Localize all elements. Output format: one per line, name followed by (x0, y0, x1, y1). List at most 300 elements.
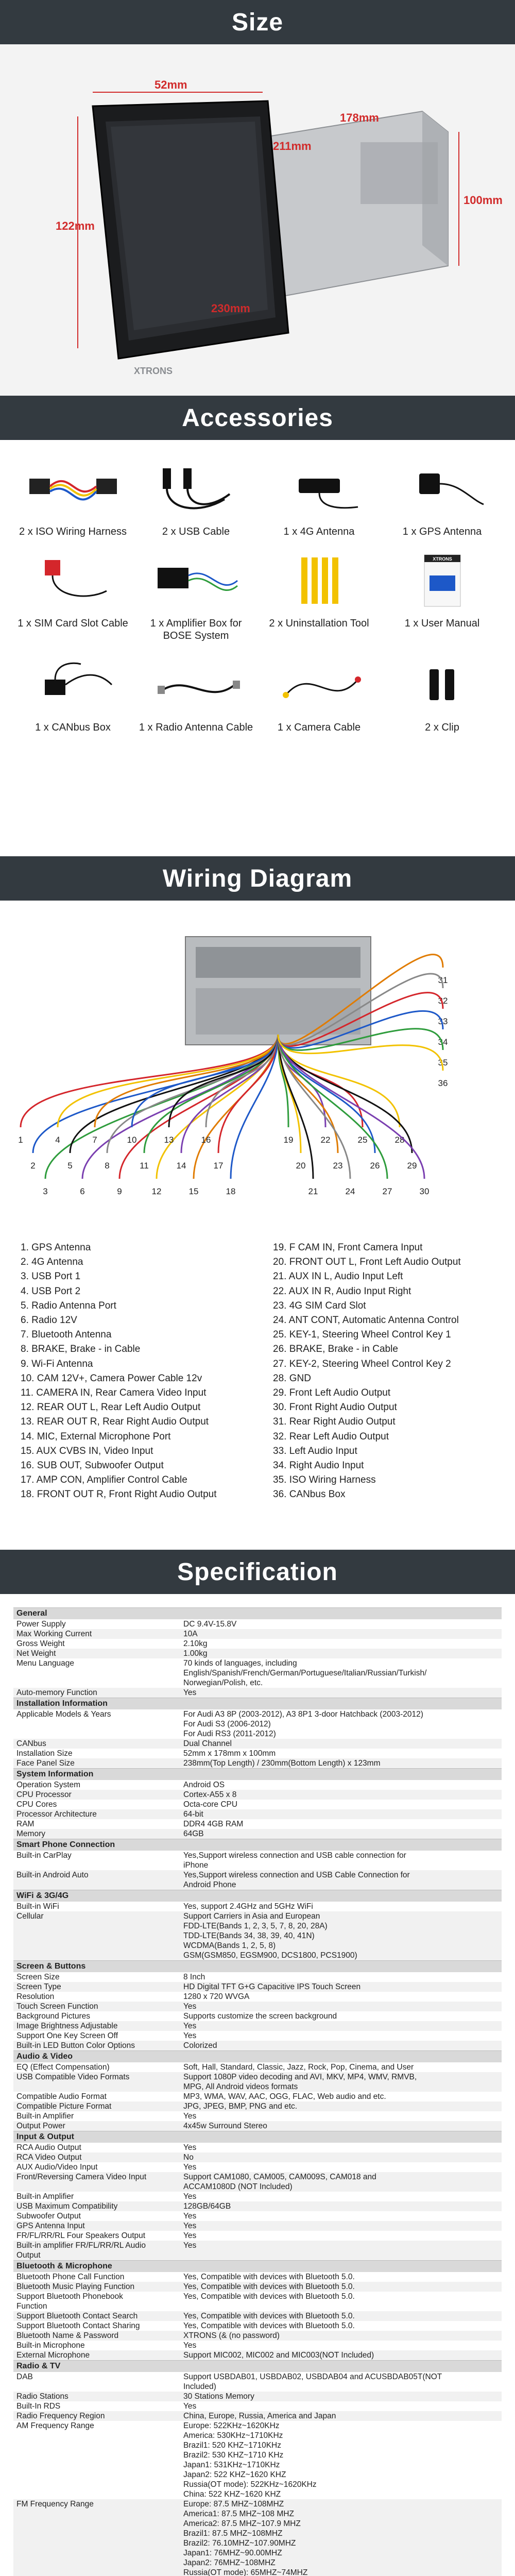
spec-table (13, 1607, 502, 2576)
spec-row (13, 1619, 502, 1629)
spec-row (13, 1972, 502, 1982)
wiring-callout-number: 30 (419, 1187, 430, 1196)
spec-row (13, 2401, 502, 2411)
spec-row (13, 1870, 502, 1890)
spec-value: MP3, WMA, WAV, AAC, OGG, FLAC, Web audio and etc. (183, 2092, 386, 2101)
spec-value: Support CAM1080, CAM005, CAM009S, CAM018 and ACCAM1080D (NOT Included) (183, 2173, 376, 2191)
wiring-legend-item: 22. AUX IN R, Audio Input Right (273, 1285, 411, 1297)
spec-key: Touch Screen Function (16, 2002, 98, 2011)
spec-row (13, 2241, 502, 2260)
spec-key: Built-in CarPlay (16, 1851, 72, 1860)
specification-banner (0, 1550, 515, 1594)
spec-group-title: Smart Phone Connection (13, 1839, 502, 1851)
spec-key: Built-in Amplifier (16, 2112, 74, 2121)
wiring-callout-number: 36 (438, 1078, 448, 1088)
spec-value: DDR4 4GB RAM (183, 1820, 244, 1828)
spec-value: 70 kinds of languages, including English/Spanish/French/German/Portuguese/Italian/Russian/Turkish/ Norwegian/Polish, etc. (183, 1659, 427, 1687)
accessory-label: 1 x GPS Antenna (402, 526, 482, 537)
accessory-label: 1 x User Manual (404, 618, 480, 629)
spec-row (13, 2121, 502, 2131)
wiring-callout-number: 16 (201, 1135, 211, 1145)
wiring-cable (70, 1035, 278, 1153)
gps-antenna-icon (391, 455, 494, 522)
spec-value: Yes,Support wireless connection and USB cable connection for iPhone (183, 1851, 406, 1870)
spec-key: RCA Video Output (16, 2153, 82, 2162)
wiring-callout-number: 35 (438, 1058, 448, 1067)
accessory-item (134, 651, 258, 734)
spec-value: For Audi A3 8P (2003-2012), A3 8P1 3-door Hatchback (2003-2012) For Audi S3 (2006-2012) For Audi RS3 (2011-2012) (183, 1710, 423, 1738)
spec-key: Built-in Microphone (16, 2341, 85, 2350)
spec-value: Support Carriers in Asia and European FDD-LTE(Bands 1, 2, 3, 5, 7, 8, 20, 28A) TDD-LTE(Bands 34, 38, 39, 40, 41N) WCDMA(Bands 1, 2, 5, 8) GSM(GSM850, EGSM900, DCS1800, PCS1900) (183, 1912, 357, 1960)
spec-row (13, 2350, 502, 2360)
spec-value: Octa-core CPU (183, 1800, 238, 1809)
wiring-callout-number: 5 (67, 1161, 73, 1171)
spec-key: Output Power (16, 2122, 65, 2130)
wiring-legend-item: 19. F CAM IN, Front Camera Input (273, 1242, 423, 1253)
spec-key: Cellular (16, 1912, 44, 1921)
spec-key: CPU Cores (16, 1800, 57, 1809)
dim-depth: 211mm (273, 140, 312, 152)
spec-value: DC 9.4V-15.8V (183, 1620, 237, 1629)
dim-top-width: 52mm (154, 78, 187, 91)
spec-key: DAB (16, 2372, 33, 2381)
spec-value: China, Europe, Russia, America and Japan (183, 2412, 336, 2420)
canbus-box-icon (22, 651, 125, 718)
accessories-banner (0, 396, 515, 440)
spec-row (13, 1758, 502, 1768)
spec-row (13, 2062, 502, 2072)
specification-section (0, 1594, 515, 2576)
wiring-callout-number: 17 (213, 1161, 224, 1171)
spec-key: Radio Stations (16, 2392, 68, 2401)
spec-value: JPG, JPEG, BMP, PNG and etc. (183, 2102, 298, 2111)
spec-value: 52mm x 178mm x 100mm (183, 1749, 276, 1758)
wiring-legend-item: 6. Radio 12V (21, 1315, 77, 1326)
spec-value: Support 1080P video decoding and AVI, MKV, MP4, WMV, RMVB, MPG, All Android videos formats (183, 2073, 417, 2091)
wiring-legend-item: 15. AUX CVBS IN, Video Input (21, 1445, 153, 1456)
wiring-callout-number: 4 (55, 1135, 60, 1145)
wiring-legend-item: 14. MIC, External Microphone Port (21, 1431, 171, 1442)
spec-key: Bluetooth Phone Call Function (16, 2273, 125, 2281)
wiring-legend-item: 23. 4G SIM Card Slot (273, 1300, 366, 1311)
spec-group-title: Bluetooth & Microphone (13, 2260, 502, 2272)
accessory-item (134, 547, 258, 642)
spec-value: Colorized (183, 2041, 217, 2050)
wiring-callout-number: 19 (283, 1135, 294, 1145)
wiring-legend-item: 18. FRONT OUT R, Front Right Audio Output (21, 1489, 217, 1500)
spec-row (13, 2392, 502, 2401)
wiring-legend-item: 13. REAR OUT R, Rear Right Audio Output (21, 1416, 209, 1428)
antenna-4g-icon (268, 455, 371, 522)
spec-value: HD Digital TFT G+G Capacitive IPS Touch Screen (183, 1982, 361, 1991)
spec-value: Dual Channel (183, 1739, 232, 1748)
spec-key: External Microphone (16, 2351, 90, 2360)
accessory-item (381, 547, 504, 642)
spec-row (13, 2201, 502, 2211)
spec-group-title: Screen & Buttons (13, 1960, 502, 1972)
wiring-legend-item: 31. Rear Right Audio Output (273, 1416, 396, 1428)
wiring-legend-item: 9. Wi-Fi Antenna (21, 1358, 93, 1369)
spec-row (13, 2341, 502, 2350)
spec-key: Screen Type (16, 1982, 61, 1991)
spec-value: 238mm(Top Length) / 230mm(Bottom Length) x 123mm (183, 1759, 381, 1768)
spec-key: Compatible Picture Format (16, 2102, 112, 2111)
accessory-item (381, 651, 504, 734)
spec-key: Front/Reversing Camera Video Input (16, 2173, 147, 2181)
accessories-title: Accessories (182, 404, 333, 432)
spec-row (13, 2002, 502, 2011)
wiring-legend-item: 34. Right Audio Input (273, 1460, 364, 1471)
accessories-grid (11, 455, 504, 734)
spec-row (13, 1911, 502, 1960)
wiring-callout-number: 29 (407, 1161, 417, 1171)
spec-row (13, 1688, 502, 1698)
spec-value: Yes (183, 2212, 197, 2221)
spec-key: Built-in Android Auto (16, 1871, 89, 1879)
spec-value: 128GB/64GB (183, 2202, 231, 2211)
spec-row (13, 1749, 502, 1758)
spec-value: Yes, Compatible with devices with Bluetooth 5.0. (183, 2282, 355, 2291)
spec-key: Compatible Audio Format (16, 2092, 107, 2101)
spec-key: EQ (Effect Compensation) (16, 2063, 110, 2072)
spec-group-title: Installation Information (13, 1698, 502, 1709)
spec-key: Support Bluetooth Contact Sharing (16, 2321, 140, 2330)
spec-key: GPS Antenna Input (16, 2222, 85, 2230)
amplifier-box-icon (145, 547, 248, 614)
accessory-item (258, 547, 381, 642)
spec-row (13, 2102, 502, 2111)
accessory-item (11, 651, 134, 734)
spec-value: Europe: 87.5 MHZ~108MHZ America1: 87.5 MHZ~108 MHZ America2: 87.5 MHZ~107.9 MHZ Brazil1: 87.5 MHZ~108MHZ Brazil2: 76.10MHZ~107.90MHZ Japan1: 76MHZ~90.00MHZ Japan2: 76MHZ~108MHZ Russia(OT mode): 65MHZ~74MHZ (183, 2500, 308, 2576)
wiring-callout-number: 10 (127, 1135, 137, 1145)
accessory-item (381, 455, 504, 538)
spec-key: Bluetooth Music Playing Function (16, 2282, 135, 2291)
spec-value: Yes, support 2.4GHz and 5GHz WiFi (183, 1902, 313, 1911)
spec-row (13, 1800, 502, 1809)
spec-key: Support Bluetooth Contact Search (16, 2312, 138, 2320)
sim-cable-icon (22, 547, 125, 614)
spec-row (13, 2499, 502, 2576)
wiring-legend-item: 4. USB Port 2 (21, 1285, 81, 1297)
wiring-legend-item: 33. Left Audio Input (273, 1445, 357, 1456)
spec-value: XTRONS (& (no password) (183, 2331, 280, 2340)
wiring-callout-number: 9 (117, 1187, 122, 1196)
spec-key: Installation Size (16, 1749, 73, 1758)
dim-height: 178mm (340, 111, 379, 124)
spec-row (13, 2072, 502, 2092)
wiring-callout-number: 15 (188, 1187, 199, 1196)
spec-value: Yes (183, 2231, 197, 2240)
spec-row (13, 2162, 502, 2172)
camera-cable-icon (268, 651, 371, 718)
wiring-legend-item: 2. 4G Antenna (21, 1257, 83, 1268)
wiring-callout-number: 13 (164, 1135, 174, 1145)
usb-cable-icon (145, 455, 248, 522)
wiring-legend-item: 26. BRAKE, Brake - in Cable (273, 1344, 398, 1355)
wiring-legend (21, 1241, 505, 1502)
spec-row (13, 1629, 502, 1639)
spec-value: Yes, Compatible with devices with Bluetooth 5.0. (183, 2273, 355, 2281)
spec-key: Applicable Models & Years (16, 1710, 111, 1719)
manual-brand: XTRONS (432, 556, 452, 562)
top-width-line (93, 92, 263, 93)
spec-key: Built-in WiFi (16, 1902, 59, 1911)
uninstall-tool-icon (268, 547, 371, 614)
spec-row (13, 2272, 502, 2282)
spec-key: Built-in amplifier FR/FL/RR/RL Audio Output (16, 2241, 146, 2260)
wiring-callout-number: 31 (438, 975, 448, 985)
spec-key: CANbus (16, 1739, 46, 1748)
wiring-callout-number: 23 (333, 1161, 343, 1171)
spec-value: Yes (183, 2222, 197, 2230)
clip-icon (391, 651, 494, 718)
spec-group-title: System Information (13, 1768, 502, 1780)
wiring-legend-left (21, 1241, 252, 1502)
spec-row (13, 2372, 502, 2392)
spec-group-title: Radio & TV (13, 2360, 502, 2372)
spec-value: 64GB (183, 1829, 204, 1838)
spec-key: Gross Weight (16, 1639, 65, 1648)
spec-key: FM Frequency Range (16, 2500, 94, 2509)
spec-value: Yes (183, 2022, 197, 2030)
spec-row (13, 1992, 502, 2002)
spec-row (13, 2011, 502, 2021)
spec-key: Max Working Current (16, 1630, 92, 1638)
accessory-item (11, 547, 134, 642)
spec-group-title: Input & Output (13, 2131, 502, 2143)
wiring-legend-item: 7. Bluetooth Antenna (21, 1329, 112, 1341)
spec-row (13, 2211, 502, 2221)
wiring-callout-number: 34 (438, 1037, 448, 1047)
wiring-callout-number: 11 (140, 1161, 149, 1171)
spec-key: Menu Language (16, 1659, 75, 1668)
spec-value: Yes (183, 2002, 197, 2011)
wiring-legend-item: 32. Rear Left Audio Output (273, 1431, 389, 1442)
wiring-legend-item: 20. FRONT OUT L, Front Left Audio Output (273, 1257, 461, 1268)
wiring-callout-number: 25 (357, 1135, 368, 1145)
spec-value: Yes (183, 2192, 197, 2201)
spec-value: Yes, Compatible with devices with Bluetooth 5.0. (183, 2321, 355, 2330)
spec-value: Yes (183, 2402, 197, 2411)
spec-value: 2.10kg (183, 1639, 208, 1648)
spec-value: Europe: 522KHz~1620KHz America: 530KHz~1710KHz Brazil1: 520 KHZ~1710KHz Brazil2: 530 KHZ~1710 KHz Japan1: 531KHz~1710KHz Japan2: 522 KHZ~1620 KHZ Russia(OT mode): 522KHz~1620KHz China: 522 KHZ~1620 KHZ (183, 2421, 317, 2499)
wiring-legend-item: 25. KEY-1, Steering Wheel Control Key 1 (273, 1329, 451, 1341)
spec-value: Android OS (183, 1781, 225, 1789)
spec-value: Cortex-A55 x 8 (183, 1790, 237, 1799)
wiring-callout-number: 14 (176, 1161, 186, 1171)
accessory-label: 1 x CANbus Box (35, 722, 111, 733)
spec-value: Yes (183, 2341, 197, 2350)
spec-value: Yes (183, 2163, 197, 2172)
wiring-legend-item: 35. ISO Wiring Harness (273, 1475, 376, 1486)
size-figure (0, 44, 515, 396)
spec-value: 30 Stations Memory (183, 2392, 254, 2401)
wiring-callout-number: 18 (226, 1187, 236, 1196)
wiring-callout-number: 12 (151, 1187, 162, 1196)
wiring-banner (0, 856, 515, 901)
spec-row (13, 1809, 502, 1819)
wiring-callout-number: 3 (43, 1187, 48, 1196)
spec-key: RCA Audio Output (16, 2143, 81, 2152)
spec-row (13, 2153, 502, 2162)
spec-row (13, 2092, 502, 2102)
spec-key: Bluetooth Name & Password (16, 2331, 119, 2340)
spec-value: No (183, 2153, 194, 2162)
wiring-legend-item: 17. AMP CON, Amplifier Control Cable (21, 1475, 187, 1486)
spec-key: Face Panel Size (16, 1759, 75, 1768)
spec-row (13, 2292, 502, 2311)
spec-value: 1280 x 720 WVGA (183, 1992, 250, 2001)
wiring-callout-number: 28 (394, 1135, 405, 1145)
spec-row (13, 2143, 502, 2153)
spec-value: Yes (183, 2112, 197, 2121)
spec-row (13, 1790, 502, 1800)
spec-value: Yes (183, 1688, 197, 1697)
spec-key: Image Brightness Adjustable (16, 2022, 118, 2030)
accessory-label: 2 x ISO Wiring Harness (19, 526, 127, 537)
spec-row (13, 1780, 502, 1790)
wiring-callout-number: 21 (308, 1187, 318, 1196)
spec-row (13, 2111, 502, 2121)
size-title: Size (231, 8, 284, 36)
wiring-legend-right (273, 1241, 505, 1502)
spec-key: Support Bluetooth Phonebook Function (16, 2292, 123, 2311)
wiring-legend-item: 5. Radio Antenna Port (21, 1300, 116, 1311)
wiring-cable (82, 1035, 278, 1179)
wiring-callout-number: 33 (438, 1016, 448, 1026)
wiring-legend-item: 24. ANT CONT, Automatic Antenna Control (273, 1315, 459, 1326)
spec-row (13, 2421, 502, 2499)
spec-value: Yes (183, 2143, 197, 2152)
spec-row (13, 2172, 502, 2192)
spec-key: Net Weight (16, 1649, 56, 1658)
spec-row (13, 2031, 502, 2041)
spec-key: Built-in Amplifier (16, 2192, 74, 2201)
spec-value: 1.00kg (183, 1649, 208, 1658)
spec-row (13, 2331, 502, 2341)
wiring-legend-item: 27. KEY-2, Steering Wheel Control Key 2 (273, 1358, 451, 1369)
spec-row (13, 2311, 502, 2321)
spec-group-title: General (13, 1607, 502, 1619)
spec-key: Screen Size (16, 1973, 60, 1981)
spec-key: Built-in LED Button Color Options (16, 2041, 135, 2050)
dim-side-height: 122mm (56, 219, 95, 232)
spec-value: Yes (183, 2031, 197, 2040)
wiring-callout-number: 22 (320, 1135, 331, 1145)
spec-key: Power Supply (16, 1620, 66, 1629)
dim-front-width: 230mm (211, 302, 250, 315)
wiring-callout-number: 27 (382, 1187, 392, 1196)
spec-group-title: Audio & Video (13, 2050, 502, 2062)
spec-key: RAM (16, 1820, 35, 1828)
spec-row (13, 1819, 502, 1829)
spec-key: CPU Processor (16, 1790, 72, 1799)
wiring-legend-item: 16. SUB OUT, Subwoofer Output (21, 1460, 164, 1471)
spec-row (13, 1982, 502, 1992)
wiring-legend-item: 28. GND (273, 1372, 311, 1384)
accessory-item (11, 455, 134, 538)
wiring-diagram-illustration (0, 901, 515, 1235)
spec-row (13, 2231, 502, 2241)
spec-row (13, 1902, 502, 1911)
spec-row (13, 2221, 502, 2231)
wiring-callout-number: 1 (18, 1135, 23, 1145)
accessory-label: 1 x 4G Antenna (283, 526, 355, 537)
accessory-label: 1 x Radio Antenna Cable (139, 722, 253, 733)
accessory-label: 1 x Amplifier Box for BOSE System (150, 618, 242, 641)
wiring-callout-number: 6 (80, 1187, 85, 1196)
spec-row (13, 1851, 502, 1870)
svg-text:XTRONS: XTRONS (134, 366, 173, 376)
spec-row (13, 2321, 502, 2331)
spec-key: Processor Architecture (16, 1810, 97, 1819)
spec-key: Built-In RDS (16, 2402, 61, 2411)
wiring-legend-item: 10. CAM 12V+, Camera Power Cable 12v (21, 1372, 202, 1384)
radio-antenna-icon (145, 651, 248, 718)
spec-key: Operation System (16, 1781, 81, 1789)
wiring-legend-item: 21. AUX IN L, Audio Input Left (273, 1271, 403, 1282)
spec-value: Support USBDAB01, USBDAB02, USBDAB04 and ACUSBDAB05T(NOT Included) (183, 2372, 442, 2391)
spec-key: USB Compatible Video Formats (16, 2073, 130, 2081)
wiring-title: Wiring Diagram (162, 865, 353, 892)
accessory-item (258, 455, 381, 538)
spec-row (13, 1639, 502, 1649)
wiring-harness-icon (22, 455, 125, 522)
side-line (458, 132, 459, 266)
spec-row (13, 1649, 502, 1658)
size-banner (0, 0, 515, 44)
spec-key: USB Maximum Compatibility (16, 2202, 118, 2211)
spec-row (13, 2411, 502, 2421)
spec-key: Subwoofer Output (16, 2212, 81, 2221)
wiring-legend-item: 8. BRAKE, Brake - in Cable (21, 1344, 141, 1355)
spec-value: 64-bit (183, 1810, 203, 1819)
wiring-callout-number: 24 (345, 1187, 355, 1196)
wiring-legend-item: 36. CANbus Box (273, 1489, 346, 1500)
spec-key: AUX Audio/Video Input (16, 2163, 98, 2172)
spec-value: Support MIC002, MIC002 and MIC003(NOT Included) (183, 2351, 374, 2360)
spec-key: Memory (16, 1829, 45, 1838)
wiring-callout-number: 32 (438, 996, 448, 1006)
spec-row (13, 2041, 502, 2050)
spec-row (13, 1739, 502, 1749)
spec-row (13, 1709, 502, 1739)
dim-side: 100mm (464, 194, 503, 207)
accessory-item (134, 455, 258, 538)
spec-value: Supports customize the screen background (183, 2012, 337, 2021)
spec-value: 8 Inch (183, 1973, 205, 1981)
spec-key: Support One Key Screen Off (16, 2031, 118, 2040)
spec-row (13, 2192, 502, 2201)
spec-value: 10A (183, 1630, 198, 1638)
spec-value: Yes,Support wireless connection and USB Cable Connection for Android Phone (183, 1871, 410, 1889)
wiring-legend-item: 29. Front Left Audio Output (273, 1387, 391, 1399)
wiring-callout-number: 8 (105, 1161, 110, 1171)
spec-row (13, 2282, 502, 2292)
spec-row (13, 1829, 502, 1839)
wiring-callout-number: 2 (30, 1161, 36, 1171)
accessories-section (0, 440, 515, 856)
wiring-callout-number: 7 (92, 1135, 97, 1145)
spec-key: AM Frequency Range (16, 2421, 94, 2430)
accessory-label: 1 x Camera Cable (277, 722, 361, 733)
accessory-label: 2 x Clip (425, 722, 459, 733)
spec-value: 4x45w Surround Stereo (183, 2122, 267, 2130)
accessory-label: 2 x USB Cable (162, 526, 230, 537)
spec-value: Yes, Compatible with devices with Bluetooth 5.0. (183, 2312, 355, 2320)
wiring-legend-item: 12. REAR OUT L, Rear Left Audio Output (21, 1402, 201, 1413)
accessory-item (258, 651, 381, 734)
